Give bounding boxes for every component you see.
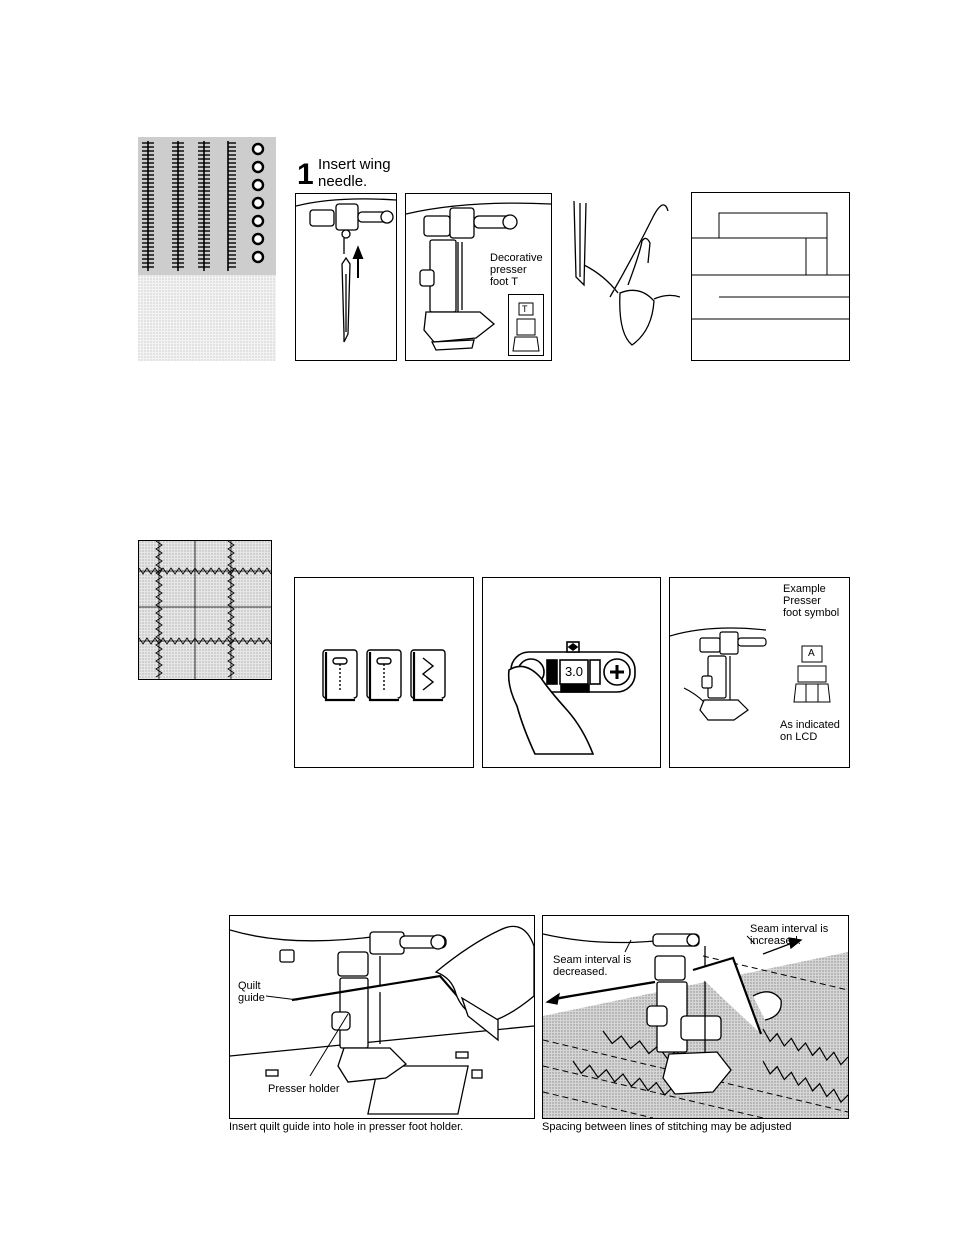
foot-label-line1: Decorative	[490, 252, 543, 264]
foot-symbol-t	[508, 294, 544, 356]
threading-hand-illustration	[570, 193, 680, 359]
example-line3: foot symbol	[783, 607, 840, 619]
foot-label-line3: foot T	[490, 276, 518, 288]
foot-label-line2: presser	[490, 264, 527, 276]
example-line1: Example	[783, 583, 826, 595]
seam-decreased-label	[553, 954, 631, 978]
quilt-guide-line2: guide	[238, 992, 265, 1004]
seam-decreased-line1: Seam interval is	[553, 954, 632, 966]
eyelet-stitch	[253, 162, 263, 172]
example-foot-label	[783, 583, 839, 619]
step-number: 1	[297, 158, 314, 191]
indicated-label	[780, 719, 840, 743]
zigzag-grid-swatch	[138, 540, 272, 680]
example-line2: Presser	[783, 595, 821, 607]
insert-needle-illustration	[295, 193, 397, 361]
caption-insert-quilt-guide: Insert quilt guide into hole in presser foot holder.	[229, 1121, 464, 1133]
stitch-width-adjust-illustration	[482, 577, 661, 768]
eyelet-stitch	[253, 144, 263, 154]
foot-symbol-a-letter: A	[808, 648, 815, 659]
eyelet-stitch	[253, 198, 263, 208]
spacing-adjustment-illustration	[542, 915, 849, 1119]
foot-symbol-letter: T	[522, 304, 528, 314]
quilt-guide-label	[238, 980, 265, 1004]
eyelet-stitch	[253, 234, 263, 244]
foot-symbol-a	[792, 642, 832, 706]
eyelet-stitch	[253, 252, 263, 262]
seam-increased-label	[750, 923, 828, 947]
seam-decreased-line2: decreased.	[553, 966, 608, 978]
step-text-line2: needle.	[318, 173, 368, 190]
decorative-foot-label	[490, 252, 543, 288]
seam-increased-line1: Seam interval is	[750, 923, 829, 935]
stitch-selection-illustration	[294, 577, 474, 768]
presser-foot-example-illustration	[669, 577, 850, 768]
indicated-line1: As indicated	[780, 719, 840, 731]
eyelet-stitch	[253, 216, 263, 226]
seam-increased-line2: increased.	[750, 935, 801, 947]
presser-foot-t-illustration	[405, 193, 552, 361]
caption-spacing-adjusted: Spacing between lines of stitching may be adjusted	[542, 1121, 792, 1133]
presser-holder-label: Presser holder	[268, 1083, 340, 1095]
quilt-guide-line1: Quilt	[238, 980, 261, 992]
eyelet-stitch	[253, 180, 263, 190]
lcd-display-blank	[691, 192, 850, 361]
insert-quilt-guide-illustration	[229, 915, 535, 1119]
indicated-line2: on LCD	[780, 731, 818, 743]
stitch-sample-swatch	[138, 137, 276, 361]
step-text-line1: Insert wing	[318, 156, 391, 173]
step-instruction	[318, 156, 391, 190]
lcd-value: 3.0	[564, 664, 584, 679]
